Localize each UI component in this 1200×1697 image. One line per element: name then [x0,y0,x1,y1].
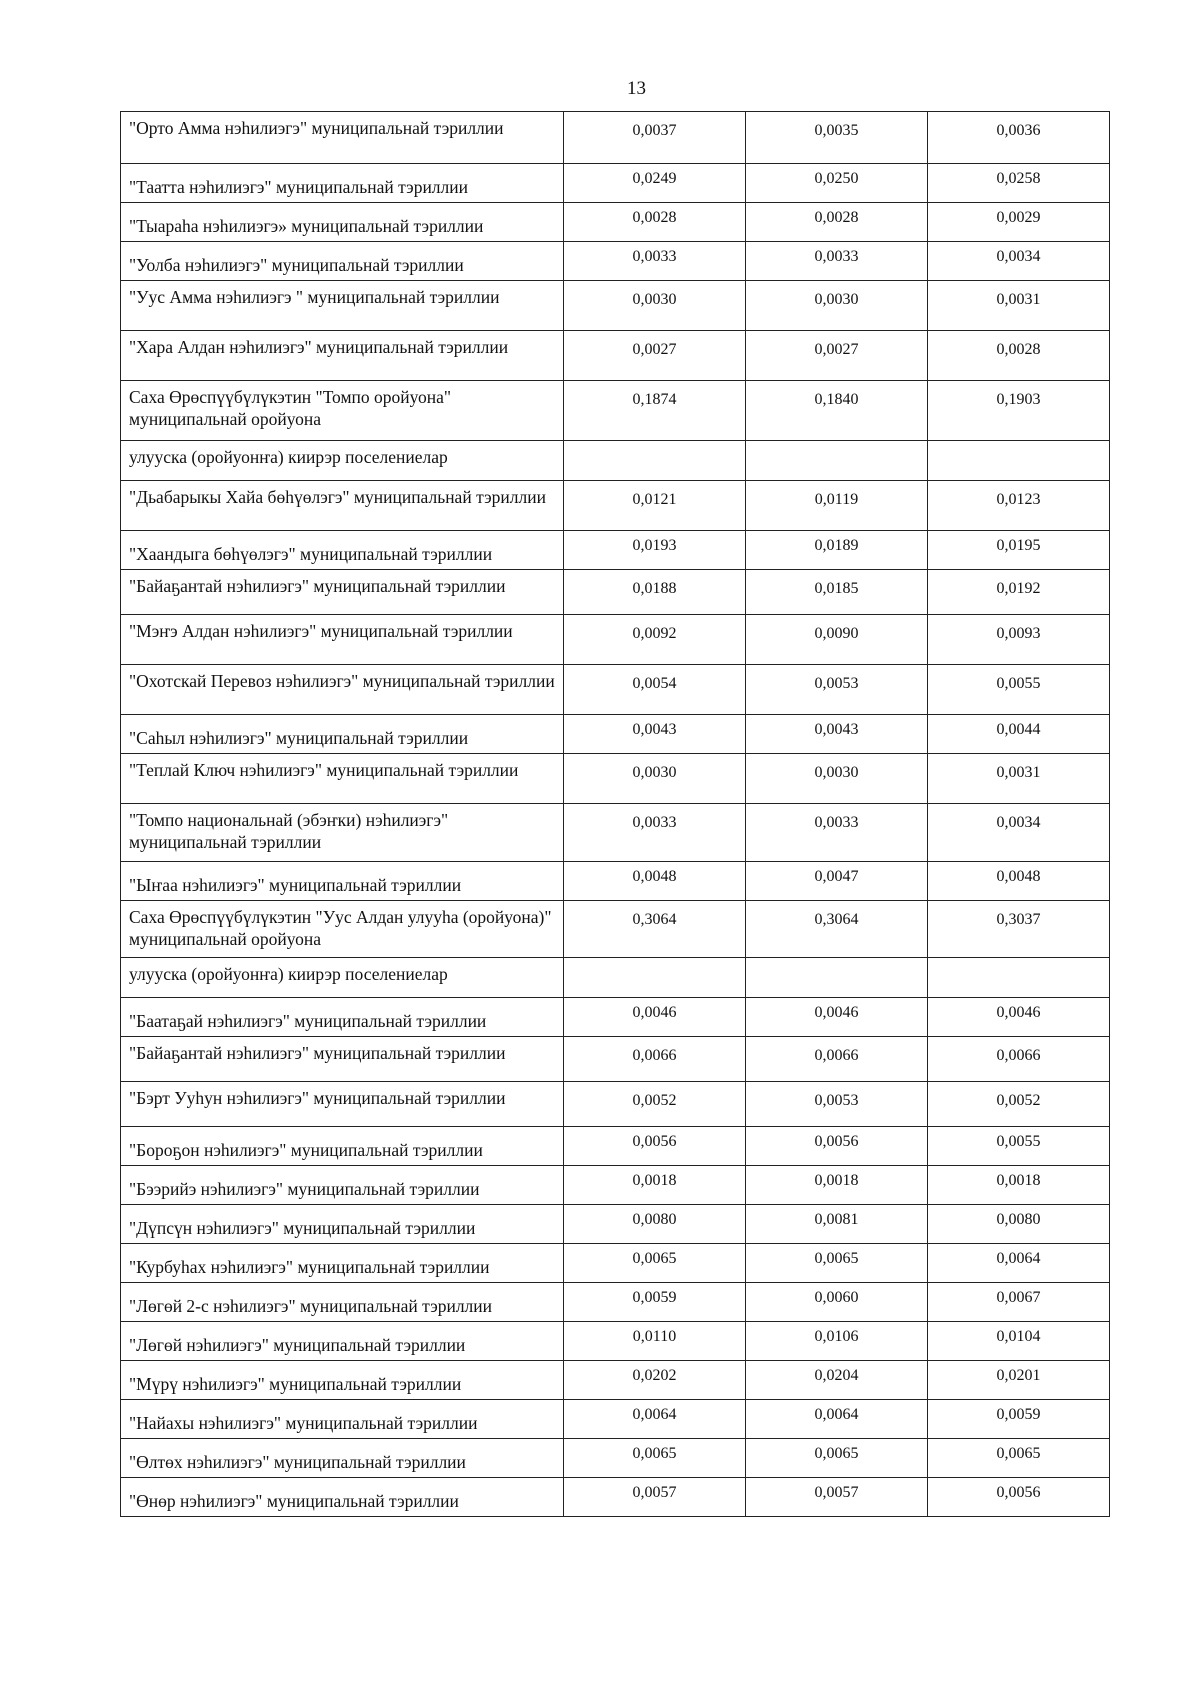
value-cell-2: 0,1840 [746,381,928,441]
value-cell-3: 0,3037 [928,901,1110,958]
value-cell-1: 0,0121 [564,481,746,531]
row-name-cell: "Бэрт Ууhун нэhилиэгэ" муниципальнай тэриллии [121,1082,564,1127]
value-cell-2: 0,0028 [746,203,928,242]
value-cell-1: 0,0092 [564,615,746,665]
table-row [121,1361,1110,1400]
value-cell-1: 0,0064 [564,1400,746,1439]
table-row [121,1400,1110,1439]
table-row [121,665,1110,715]
value-cell-1: 0,0028 [564,203,746,242]
value-cell-2: 0,0030 [746,281,928,331]
value-cell-2: 0,0057 [746,1478,928,1517]
value-cell-1: 0,3064 [564,901,746,958]
value-cell-3: 0,0055 [928,665,1110,715]
value-cell-1: 0,0059 [564,1283,746,1322]
row-name-cell: "Томпо национальнай (эбэҥки) нэhилиэгэ" муниципальнай тэриллии [121,804,564,862]
table-row [121,481,1110,531]
value-cell-1: 0,0065 [564,1244,746,1283]
table-row [121,754,1110,804]
row-name-cell: Саха Өрөспүүбүлүкэтин "Уус Алдан улууhа (оройуона)" муниципальнай оройуона [121,901,564,958]
value-cell-2: 0,0053 [746,665,928,715]
value-cell-3: 0,0059 [928,1400,1110,1439]
value-cell-1: 0,0018 [564,1166,746,1205]
value-cell-2: 0,0204 [746,1361,928,1400]
row-name-cell: "Байаҕантай нэhилиэгэ" муниципальнай тэриллии [121,1037,564,1082]
row-name-cell: "Хара Алдан нэhилиэгэ" муниципальнай тэриллии [121,331,564,381]
table-row [121,570,1110,615]
value-cell-1: 0,0033 [564,804,746,862]
value-cell-1: 0,0080 [564,1205,746,1244]
value-cell-1 [564,958,746,998]
value-cell-2: 0,0064 [746,1400,928,1439]
row-name-cell: "Саhыл нэhилиэгэ" муниципальнай тэриллии [121,715,564,754]
table-row [121,331,1110,381]
value-cell-2: 0,0030 [746,754,928,804]
value-cell-3: 0,0044 [928,715,1110,754]
value-cell-1: 0,0249 [564,164,746,203]
table-row [121,281,1110,331]
row-name-cell: "Мэҥэ Алдан нэhилиэгэ" муниципальнай тэриллии [121,615,564,665]
row-name-cell: Саха Өрөспүүбүлүкэтин "Томпо оройуона" муниципальнай оройуона [121,381,564,441]
value-cell-3: 0,0067 [928,1283,1110,1322]
table-row [121,901,1110,958]
row-name-cell: "Баатаҕай нэhилиэгэ" муниципальнай тэриллии [121,998,564,1037]
value-cell-3: 0,0080 [928,1205,1110,1244]
row-name-cell: "Өнөр нэhилиэгэ" муниципальнай тэриллии [121,1478,564,1517]
table-row [121,164,1110,203]
value-cell-1: 0,0066 [564,1037,746,1082]
table-row [121,862,1110,901]
data-table [120,111,1110,1517]
row-name-cell: "Теплай Ключ нэhилиэгэ" муниципальнай тэриллии [121,754,564,804]
value-cell-2: 0,0060 [746,1283,928,1322]
table-row [121,958,1110,998]
value-cell-3: 0,0258 [928,164,1110,203]
table-row [121,1127,1110,1166]
table-row [121,1205,1110,1244]
value-cell-3: 0,0104 [928,1322,1110,1361]
value-cell-1: 0,1874 [564,381,746,441]
value-cell-1: 0,0052 [564,1082,746,1127]
row-name-cell: "Лөгөй нэhилиэгэ" муниципальнай тэриллии [121,1322,564,1361]
value-cell-2 [746,441,928,481]
row-name-cell: "Дьабарыкы Хайа бөhүөлэгэ" муниципальнай тэриллии [121,481,564,531]
value-cell-3: 0,0028 [928,331,1110,381]
value-cell-1: 0,0202 [564,1361,746,1400]
row-name-cell: "Байаҕантай нэhилиэгэ" муниципальнай тэриллии [121,570,564,615]
value-cell-2: 0,0033 [746,242,928,281]
row-name-cell: "Өлтөх нэhилиэгэ" муниципальнай тэриллии [121,1439,564,1478]
value-cell-2: 0,0018 [746,1166,928,1205]
table-row [121,1478,1110,1517]
value-cell-2: 0,0106 [746,1322,928,1361]
value-cell-2: 0,0119 [746,481,928,531]
table-row [121,1037,1110,1082]
row-name-cell: "Мүрү нэhилиэгэ" муниципальнай тэриллии [121,1361,564,1400]
table-row [121,1283,1110,1322]
value-cell-1: 0,0188 [564,570,746,615]
value-cell-1: 0,0027 [564,331,746,381]
value-cell-2: 0,0090 [746,615,928,665]
table-row [121,998,1110,1037]
table-row [121,441,1110,481]
value-cell-2: 0,0053 [746,1082,928,1127]
table-row [121,242,1110,281]
value-cell-1: 0,0065 [564,1439,746,1478]
value-cell-2: 0,0185 [746,570,928,615]
row-name-cell: "Таатта нэhилиэгэ" муниципальнай тэриллии [121,164,564,203]
value-cell-1: 0,0193 [564,531,746,570]
value-cell-3 [928,958,1110,998]
table-body [121,112,1110,1517]
value-cell-3: 0,0093 [928,615,1110,665]
value-cell-1: 0,0030 [564,754,746,804]
page-number: 13 [627,78,646,99]
value-cell-3: 0,0018 [928,1166,1110,1205]
table-row [121,203,1110,242]
value-cell-3: 0,0201 [928,1361,1110,1400]
value-cell-2: 0,0250 [746,164,928,203]
row-name-cell: "Уолба нэhилиэгэ" муниципальнай тэриллии [121,242,564,281]
value-cell-3: 0,0123 [928,481,1110,531]
value-cell-1: 0,0037 [564,112,746,164]
value-cell-1: 0,0048 [564,862,746,901]
value-cell-3: 0,0048 [928,862,1110,901]
table-row [121,1322,1110,1361]
value-cell-3 [928,441,1110,481]
value-cell-2: 0,0065 [746,1439,928,1478]
value-cell-3: 0,0034 [928,804,1110,862]
value-cell-1: 0,0046 [564,998,746,1037]
row-name-cell: "Ыҥаа нэhилиэгэ" муниципальнай тэриллии [121,862,564,901]
table-row [121,615,1110,665]
table-row [121,531,1110,570]
row-name-cell: "Тыараhа нэhилиэгэ» муниципальнай тэриллии [121,203,564,242]
value-cell-1: 0,0033 [564,242,746,281]
value-cell-2: 0,0035 [746,112,928,164]
value-cell-1 [564,441,746,481]
value-cell-2: 0,0043 [746,715,928,754]
row-name-cell: "Дүпсүн нэhилиэгэ" муниципальнай тэриллии [121,1205,564,1244]
row-name-cell: "Хаандыга бөhүөлэгэ" муниципальнай тэриллии [121,531,564,570]
value-cell-1: 0,0056 [564,1127,746,1166]
value-cell-2: 0,3064 [746,901,928,958]
value-cell-1: 0,0054 [564,665,746,715]
value-cell-3: 0,1903 [928,381,1110,441]
value-cell-2: 0,0047 [746,862,928,901]
row-name-cell: "Орто Амма нэhилиэгэ" муниципальнай тэриллии [121,112,564,164]
row-name-cell: улууска (оройуонҥа) киирэр поселениелар [121,958,564,998]
value-cell-3: 0,0031 [928,281,1110,331]
value-cell-2: 0,0189 [746,531,928,570]
value-cell-3: 0,0036 [928,112,1110,164]
table-row [121,1244,1110,1283]
row-name-cell: "Лөгөй 2-с нэhилиэгэ" муниципальнай тэриллии [121,1283,564,1322]
row-name-cell: "Охотскай Перевоз нэhилиэгэ" муниципальнай тэриллии [121,665,564,715]
value-cell-3: 0,0055 [928,1127,1110,1166]
value-cell-3: 0,0046 [928,998,1110,1037]
value-cell-1: 0,0043 [564,715,746,754]
value-cell-2: 0,0056 [746,1127,928,1166]
value-cell-1: 0,0030 [564,281,746,331]
value-cell-2: 0,0066 [746,1037,928,1082]
row-name-cell: "Бороҕон нэhилиэгэ" муниципальнай тэриллии [121,1127,564,1166]
value-cell-1: 0,0110 [564,1322,746,1361]
table-row [121,1166,1110,1205]
row-name-cell: "Бээрийэ нэhилиэгэ" муниципальнай тэриллии [121,1166,564,1205]
value-cell-2: 0,0065 [746,1244,928,1283]
value-cell-2: 0,0027 [746,331,928,381]
value-cell-3: 0,0031 [928,754,1110,804]
table-row [121,804,1110,862]
value-cell-3: 0,0065 [928,1439,1110,1478]
value-cell-3: 0,0195 [928,531,1110,570]
table-row [121,112,1110,164]
table-row [121,1082,1110,1127]
value-cell-3: 0,0052 [928,1082,1110,1127]
value-cell-3: 0,0056 [928,1478,1110,1517]
table-row [121,1439,1110,1478]
value-cell-3: 0,0034 [928,242,1110,281]
row-name-cell: улууска (оройуонҥа) киирэр поселениелар [121,441,564,481]
table-row [121,381,1110,441]
table-row [121,715,1110,754]
row-name-cell: "Найахы нэhилиэгэ" муниципальнай тэриллии [121,1400,564,1439]
value-cell-3: 0,0192 [928,570,1110,615]
value-cell-3: 0,0029 [928,203,1110,242]
value-cell-2 [746,958,928,998]
value-cell-2: 0,0046 [746,998,928,1037]
row-name-cell: "Курбуhах нэhилиэгэ" муниципальнай тэриллии [121,1244,564,1283]
value-cell-1: 0,0057 [564,1478,746,1517]
value-cell-3: 0,0064 [928,1244,1110,1283]
value-cell-3: 0,0066 [928,1037,1110,1082]
row-name-cell: "Уус Амма нэhилиэгэ " муниципальнай тэриллии [121,281,564,331]
value-cell-2: 0,0081 [746,1205,928,1244]
value-cell-2: 0,0033 [746,804,928,862]
